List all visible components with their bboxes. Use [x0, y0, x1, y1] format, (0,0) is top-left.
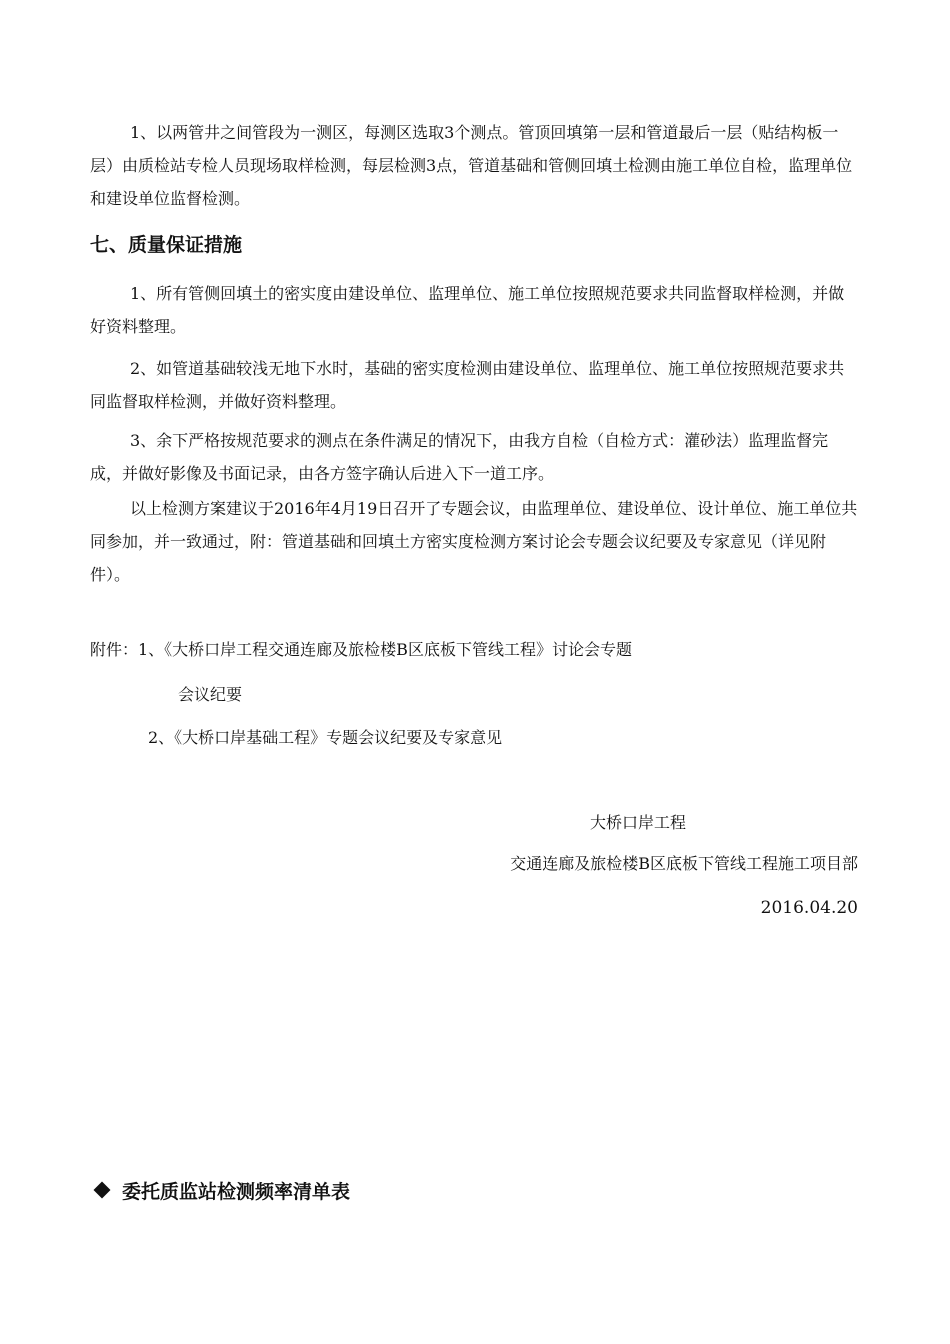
section-heading-quality: 七、质量保证措施 — [90, 234, 243, 256]
signature-date: 2016.04.20 — [760, 898, 858, 918]
paragraph-text: 2、如管道基础较浅无地下水时，基础的密实度检测由建设单位、监理单位、施工单位按照规范要求共同监督取样检测，并做好资料整理。 — [90, 359, 845, 411]
paragraph-meeting-note — [90, 492, 858, 591]
paragraph-test-zones — [90, 116, 858, 215]
attachment-line-2: 2、《大桥口岸基础工程》专题会议纪要及专家意见 — [148, 728, 503, 747]
attachment-line-1: 附件：1、《大桥口岸工程交通连廊及旅检楼B区底板下管线工程》讨论会专题 — [90, 640, 632, 659]
paragraph-measure-3 — [90, 424, 858, 490]
bottom-section-heading — [96, 1177, 350, 1204]
paragraph-measure-2 — [90, 352, 858, 418]
paragraph-text: 1、所有管侧回填土的密实度由建设单位、监理单位、施工单位按照规范要求共同监督取样检测，并做好资料整理。 — [90, 284, 845, 336]
attachment-line-1-continued: 会议纪要 — [178, 685, 243, 704]
diamond-bullet-icon — [94, 1182, 111, 1199]
paragraph-text: 1、以两管井之间管段为一测区，每测区选取3个测点。管顶回填第一层和管道最后一层（贴结构板一层）由质检站专检人员现场取样检测，每层检测3点，管道基础和管侧回填土检测由施工单位自检，监理单位和建设单位监督检测。 — [90, 123, 853, 208]
paragraph-text: 以上检测方案建议于2016年4月19日召开了专题会议，由监理单位、建设单位、设计单位、施工单位共同参加，并一致通过，附：管道基础和回填土方密实度检测方案讨论会专题会议纪要及专家意见（详见附件）。 — [90, 499, 858, 584]
paragraph-measure-1 — [90, 277, 858, 343]
signature-org-1: 大桥口岸工程 — [590, 813, 687, 832]
paragraph-text: 3、余下严格按规范要求的测点在条件满足的情况下，由我方自检（自检方式：灌砂法）监理监督完成，并做好影像及书面记录，由各方签字确认后进入下一道工序。 — [90, 431, 829, 483]
signature-org-2: 交通连廊及旅检楼B区底板下管线工程施工项目部 — [510, 854, 858, 873]
bottom-heading-text: 委托质监站检测频率清单表 — [122, 1181, 351, 1203]
